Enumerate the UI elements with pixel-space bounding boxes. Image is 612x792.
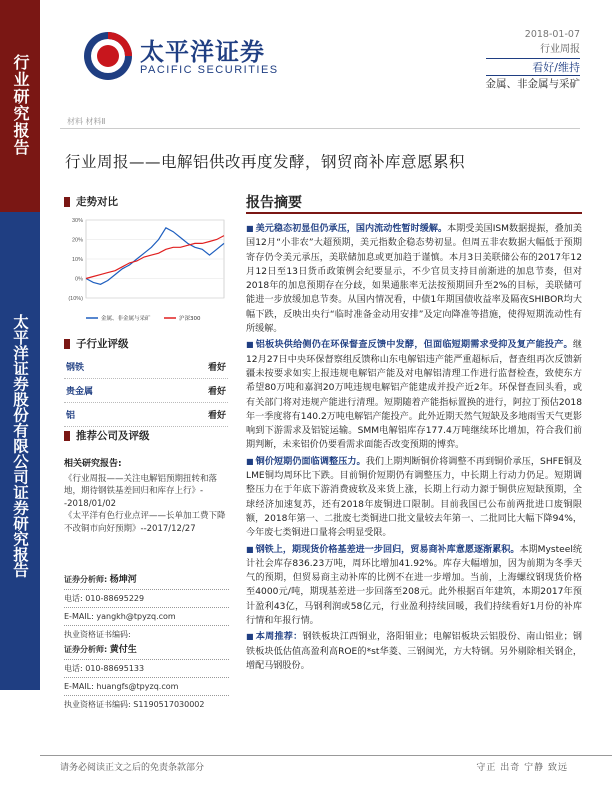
- industry-sector: 金属、非金属与采矿: [486, 75, 581, 92]
- table-row: [64, 403, 228, 427]
- row-name: 铝: [66, 411, 76, 421]
- related-heading: 相关研究报告:: [64, 459, 122, 469]
- analyst-phone: 电话: 010-88695229: [64, 594, 145, 603]
- report-type: 行业周报: [540, 44, 580, 55]
- trend-chart: [64, 214, 228, 332]
- left-band: [0, 0, 40, 792]
- analyst-label: 证券分析师:: [64, 575, 108, 584]
- analyst-phone: 电话: 010-88695133: [64, 664, 145, 673]
- footer-divider: [40, 755, 612, 756]
- bullet-icon: ■: [246, 224, 254, 233]
- analyst-label: 证券分析师:: [64, 645, 108, 654]
- analyst-card: [64, 643, 229, 711]
- report-meta: [486, 27, 581, 92]
- section-marker: [64, 197, 70, 207]
- footer-motto: 守正 出奇 宁静 致远: [476, 763, 568, 773]
- band-top-text: 行业研究报告: [11, 54, 30, 156]
- bullet-icon: ■: [246, 456, 254, 466]
- divider: [64, 695, 229, 696]
- abstract-body: [246, 222, 582, 675]
- logo-en-text: PACIFIC SECURITIES: [140, 64, 279, 76]
- row-name: 钢铁: [66, 363, 85, 373]
- related-reports: [64, 458, 229, 535]
- legend-label: 金属、非金属与采矿: [101, 316, 151, 322]
- row-rating: 看好: [207, 363, 226, 373]
- paragraph-body: 本期受美国ISM数据提振，叠加美国12月“小非农”大超预期，美元指数企稳态势初显。但周五非农数据大幅低于预期寄存仍令美元承压，美联储加息或更加趋于谨慎。本月3日美联储公布的2017年12月12日至13日货币政策例会纪要显示，不少官员支持目前渐进的加息节奏，但对2018年的加息预期存在分歧，如果通胀率无法按预期回升至2%的目标，美联储可能进一步放缓加息节奏。从国内情况看，中债1年期国债收益率及隔夜SHIBOR均大幅下跌，反映出央行“临时准备金动用安排”及定向降准等措施，使得短期流动性有所缓解。: [246, 224, 582, 335]
- paragraph-body: 继12月27日中央环保督察组反馈称山东电解铝违产能严重超标后，督查组再次反馈新疆未按要求如实上报违规电解铝产能及对电解铝清理工作进行监督检查，致使东方希望80万吨和嘉润20万吨违规电解铝产能建成并投产近2年。环保督查回头看，或有关部门将对违规产能进行清理。短期随着产能指标置换的进行，阿拉丁预估2018年一季度将有140.2万吨电解铝产能投产。此外近期天然气短缺及多地雨雪天气更影响到下游需求及铝锭运输。SMM电解铝库存177.4万吨继续环比增加，符合我们前期判断，未来铝价仍要看需求面能否改变预期的博弈。: [246, 340, 582, 451]
- y-tick-label: 30%: [71, 218, 83, 224]
- paragraph-lead: 铜价短期仍面临调整压力。: [255, 456, 366, 467]
- trend-chart-svg: [64, 214, 228, 332]
- related-item[interactable]: 《行业周报——关注电解铝预期扭转和落地，期待钢铁基差回归和库存上行》--2018/01/02: [64, 473, 218, 509]
- series-line-1: [86, 236, 224, 279]
- y-tick-label: 0%: [75, 276, 83, 283]
- bullet-icon: ■: [246, 632, 254, 642]
- analyst-name: 黄付生: [109, 645, 137, 655]
- paragraph-lead: 钢铁上，期现货价格基差进一步回归，贸易商补库意愿逐渐累积。: [255, 544, 520, 555]
- row-rating: 看好: [207, 387, 226, 397]
- abstract-paragraph: [246, 455, 582, 541]
- trend-section: [64, 194, 224, 209]
- analyst-cert: 执业资格证书编码:: [64, 630, 131, 639]
- logo-mark-icon: [82, 30, 134, 82]
- band-bottom-text: 太平洋证券股份有限公司证券研究报告: [11, 314, 29, 578]
- y-tick-label: (10%): [68, 296, 83, 302]
- analyst-name: 杨坤河: [109, 575, 137, 585]
- footer-disclaimer: 请务必阅读正文之后的免责条款部分: [60, 763, 205, 773]
- abstract-paragraph: [246, 222, 582, 336]
- paragraph-lead: 美元稳态初显但仍承压，国内流动性暂时缓解。: [255, 224, 448, 234]
- breadcrumb: 材料 材料Ⅱ: [67, 117, 106, 126]
- abstract-paragraph: [246, 338, 582, 452]
- series-line-0: [86, 228, 224, 284]
- paragraph-lead: 本周推荐：: [255, 632, 303, 643]
- abstract-bar: [246, 212, 582, 214]
- recommend-heading: 推荐公司及评级: [76, 430, 150, 442]
- analyst-email[interactable]: E-MAIL: yangkh@tpyzq.com: [64, 612, 176, 621]
- y-tick-label: 10%: [71, 257, 83, 263]
- abstract-paragraph: [246, 543, 582, 629]
- divider: [64, 589, 229, 590]
- abstract-title: 报告摘要: [246, 195, 302, 211]
- row-name: 贵金属: [66, 387, 94, 397]
- paragraph-body: 本期Mysteel统计社会库存836.23万吨，周环比增加41.92%。库存大幅增加，因为前期为冬季天气的预期，但贸易商主动补库的比例不在进一步增加。当前，上海螺纹钢现货价格至4000元/吨，期现基差进一步回落至208元。此外根据百年建筑，本期2017年预计盈利43亿，马钢利润或58亿元，行业盈利持续回暖，我们持续看好1月份的补库行情和年报行情。: [246, 544, 582, 627]
- section-marker: [64, 431, 70, 441]
- page-title: 行业周报——电解铝供改再度发酵，钢贸商补库意愿累积: [65, 153, 466, 171]
- divider: [60, 128, 580, 129]
- industry-rating: 看好/维持: [486, 58, 581, 75]
- related-item[interactable]: 《太平洋有色行业点评——长单加工费下降不改铜市向好预期》--2017/12/27: [64, 511, 226, 534]
- analyst-email[interactable]: E-MAIL: huangfs@tpyzq.com: [64, 682, 179, 691]
- analyst-card: [64, 573, 229, 641]
- legend-label: 沪深300: [179, 316, 201, 322]
- row-rating: 看好: [207, 411, 226, 421]
- company-logo: [82, 28, 292, 84]
- recommend-section: [64, 428, 224, 443]
- sub-rating-heading: 子行业评级: [76, 338, 129, 350]
- sub-rating-section: [64, 336, 224, 351]
- divider: [64, 659, 229, 660]
- table-row: [64, 355, 228, 379]
- paragraph-lead: 铝板块供给侧仍在环保督查反馈中发酵，但面临短期需求受抑及复产能投产。: [255, 340, 573, 351]
- paragraph-body: 我们上期判断铜价将调整不再到铜价承压，SHFE铜及LME铜均周环比下跌。目前铜价短期仍有调整压力，中长期上行动力仍足。短期调整压力在于年底下游消费疲软及来货上涨，长期上行动力源于铜供应短缺预期，全球经济加速复苏，还有2018年废铜进口限制。目前我国已公布前两批进口废铜限额，2018年第一、二批废七类铜进口批文量较去年第一、二批同比大幅下降94%，今年废七类铜进口量将会明显受限。: [246, 456, 582, 539]
- sub-rating-table: [64, 355, 228, 427]
- y-tick-label: 20%: [71, 237, 83, 244]
- divider: [64, 677, 229, 678]
- logo-cn-text: 太平洋证券: [140, 38, 265, 66]
- divider: [64, 607, 229, 608]
- abstract-paragraph: [246, 630, 582, 673]
- paragraph-body: 钢铁板块江西铜业，洛阳钼业；电解铝板块云铝股份、南山铝业；钢铁板块低估值高盈利高ROE的*st华菱、三钢闽光，方大特钢。另外剔除相关钢企，增配马钢股份。: [246, 632, 582, 671]
- trend-heading: 走势对比: [76, 196, 118, 208]
- divider: [64, 625, 229, 626]
- bullet-icon: ■: [246, 340, 254, 350]
- section-marker: [64, 339, 70, 349]
- analyst-cert: 执业资格证书编码: S1190517030002: [64, 700, 205, 709]
- bullet-icon: ■: [246, 544, 254, 554]
- report-date: 2018-01-07: [524, 29, 580, 40]
- table-row: [64, 379, 228, 403]
